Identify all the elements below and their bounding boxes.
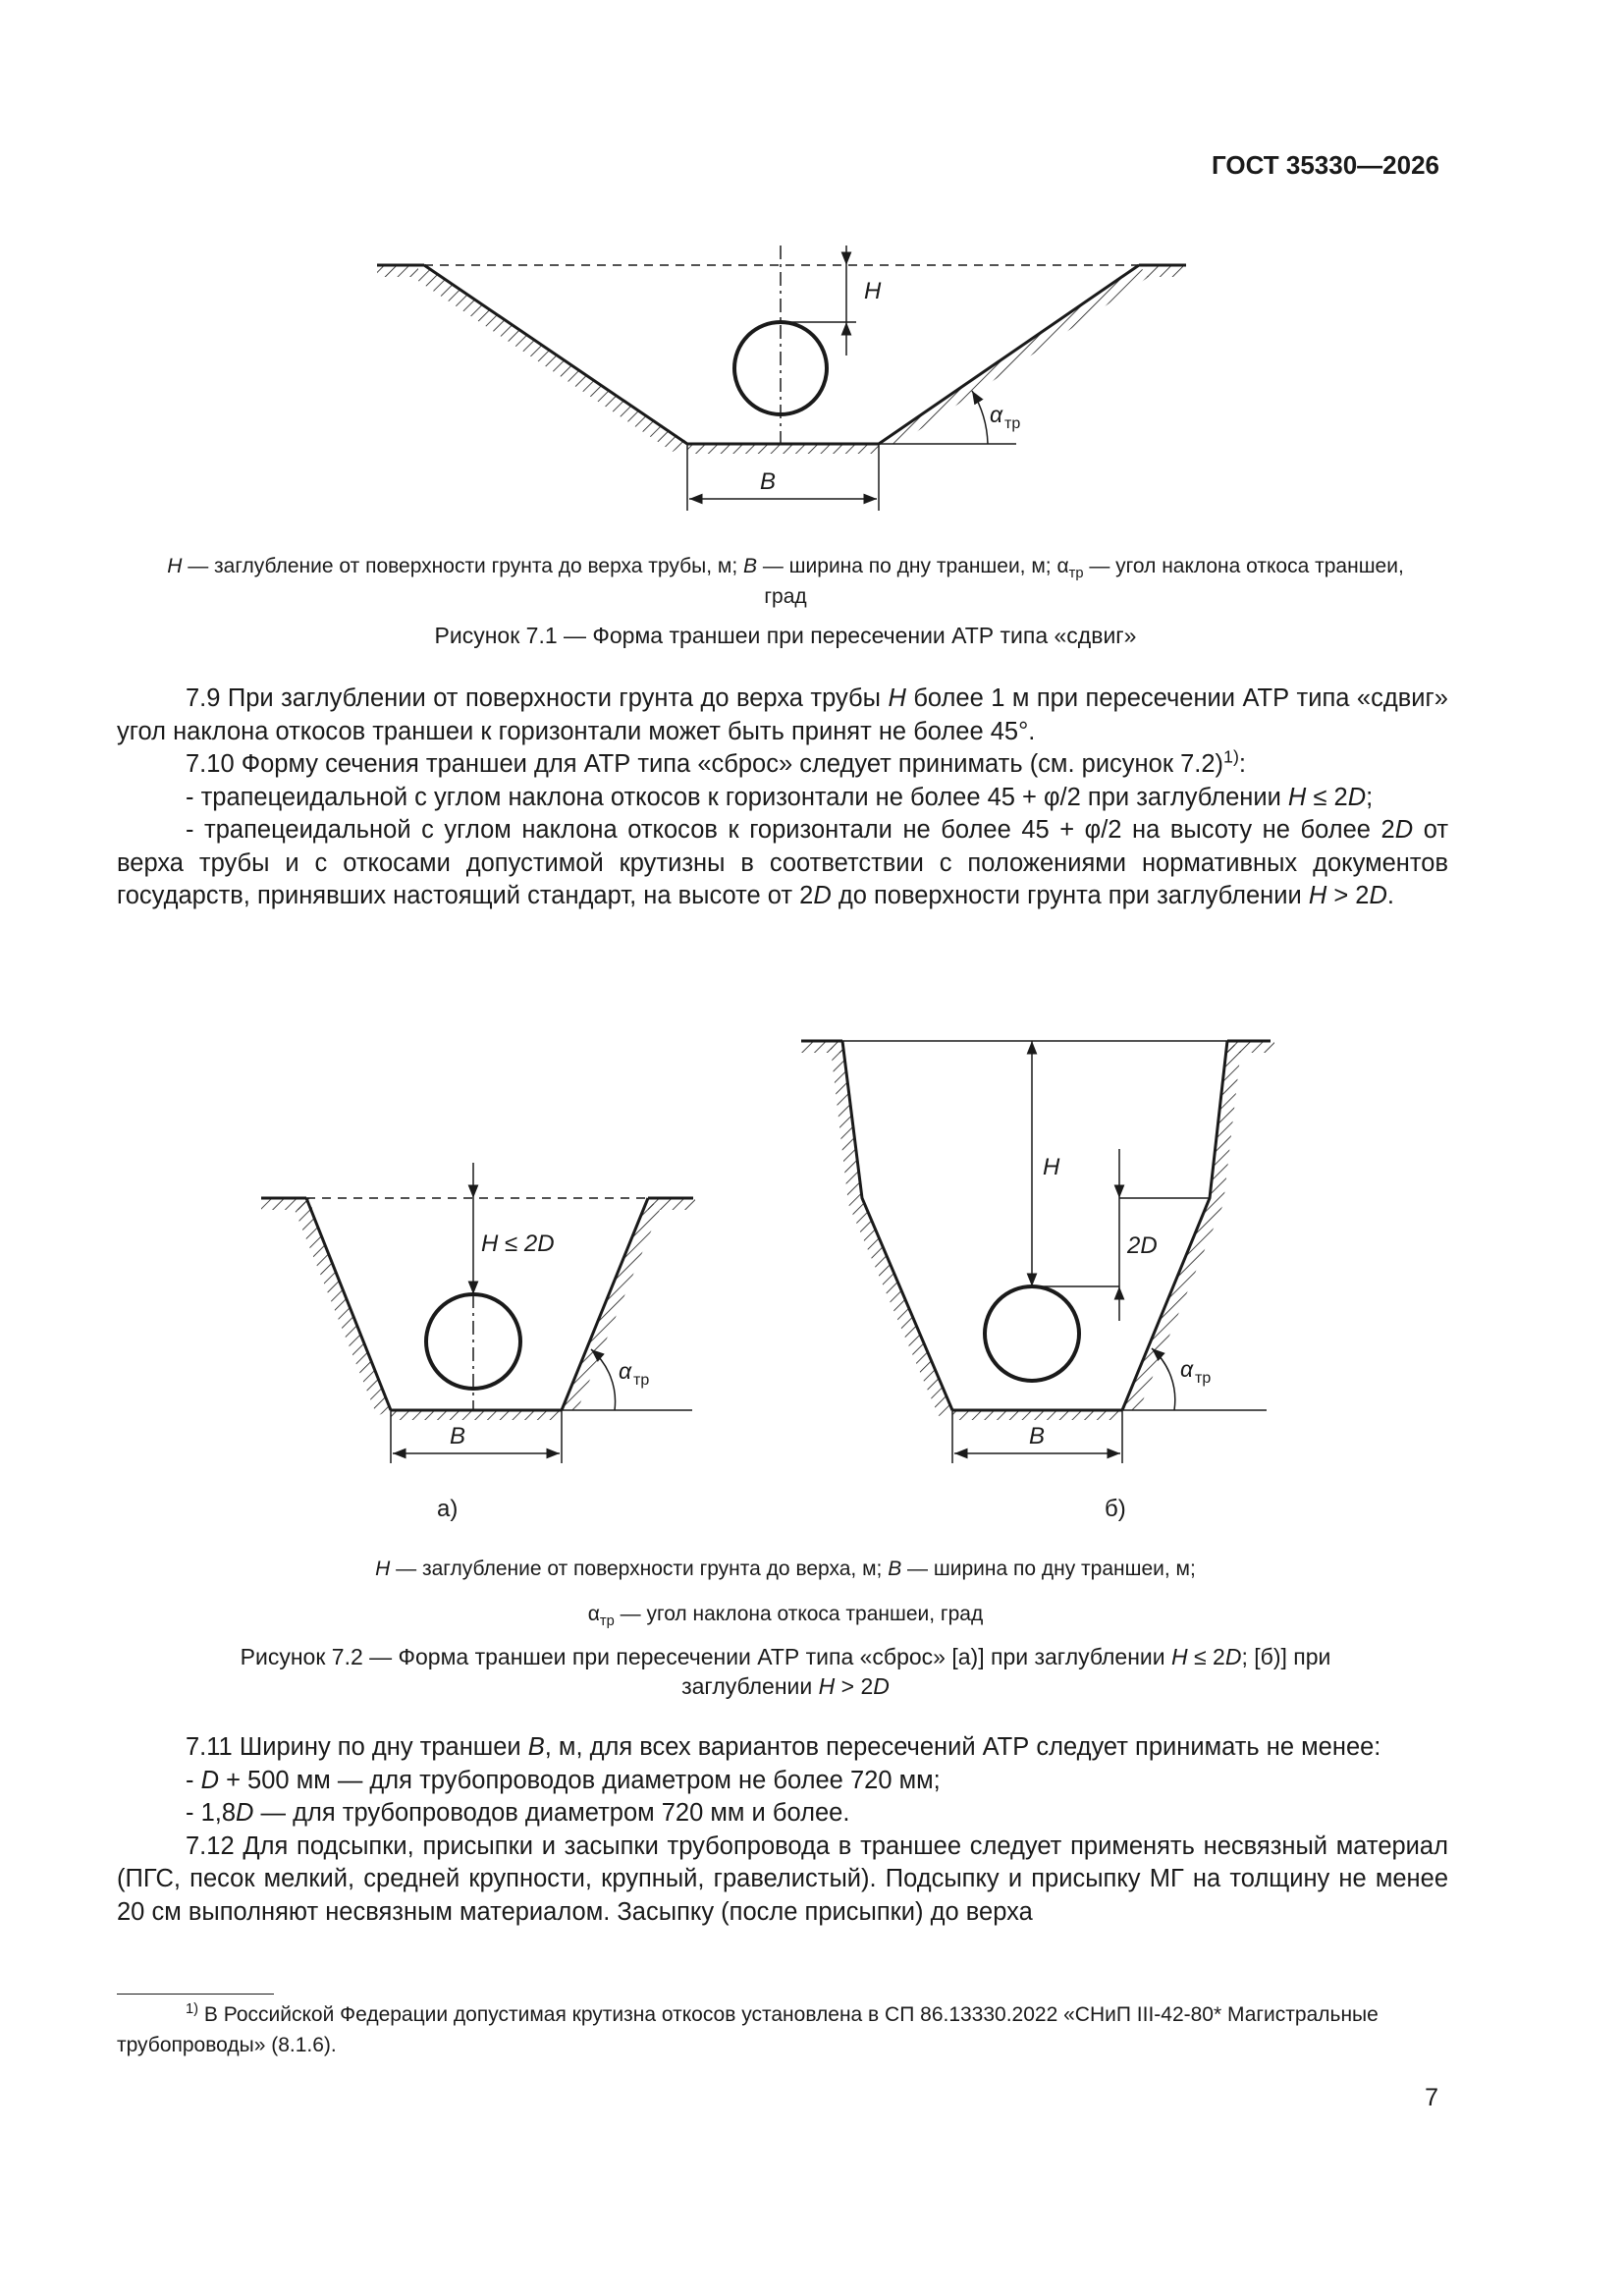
body-section-7-11-7-12 <box>117 1731 1448 1929</box>
ground-hatch-left <box>377 265 418 277</box>
figure-7-2-legend-line2: $\alpha_{тр}$ — угол наклона откоса траншеи, град <box>587 1603 984 1630</box>
svg-text:α: α <box>619 1358 632 1384</box>
list-item-min-width-2: - 1,8D — для трубопроводов диаметром 720 мм и более. <box>186 1799 850 1827</box>
sublabel-a: а) <box>437 1496 459 1522</box>
body-section-7-9-7-10 <box>117 683 1448 913</box>
figure-7-2a-diagram <box>255 1139 707 1483</box>
figure-7-1-caption: Рисунок 7.1 — Форма траншеи при пересечении АТР типа «сдвиг» <box>434 623 1137 648</box>
2D-label: 2D <box>1127 1232 1158 1259</box>
H-label-fig71: H <box>864 278 882 304</box>
footnote: $^{1)}$ В Российской Федерации допустимая крутизна откосов установлена в СП 86.13330.2022 «СНиП III-42-80* Магистральные трубопроводы» (8.1.6). <box>117 2001 1379 2056</box>
figure-7-1-diagram <box>363 236 1208 520</box>
figure-7-2b-diagram <box>795 1021 1286 1483</box>
svg-text:B: B <box>1029 1423 1046 1449</box>
H-label-b: H <box>1043 1154 1060 1180</box>
svg-text:B: B <box>450 1423 466 1449</box>
paragraph-7-10: 7.10 Форму сечения траншеи для АТР типа «сброс» следует принимать (см. рисунок 7.2)$^{1)}$: <box>186 746 1246 778</box>
paragraph-7-11: 7.11 Ширину по дну траншеи B, м, для всех вариантов пересечений АТР следует принимать не менее: <box>186 1733 1381 1761</box>
list-item-min-width-1: - D + 500 мм — для трубопроводов диаметром не более 720 мм; <box>186 1766 941 1794</box>
svg-text:α: α <box>1180 1356 1194 1382</box>
footnote-separator <box>117 1994 274 1995</box>
left-slope-hatch <box>412 265 687 452</box>
B-label-fig71: B <box>760 468 777 495</box>
document-code: ГОСТ 35330—2026 <box>1212 150 1439 180</box>
list-item-trapezoid-2: - трапецеидальной с углом наклона откосов к горизонтали не более 45 + φ/2 на высоту не более 2D от верха трубы и с откосами допустимой крутизны в соответствии с положениями нормативных документов государств, принявших настоящий стандарт, на высоте от 2D до поверхности грунта при заглублении H > 2D. <box>117 816 1448 909</box>
H-le-2D-label: H ≤ 2D <box>481 1230 555 1257</box>
pipe-circle-b <box>985 1286 1079 1381</box>
page-number: 7 <box>1425 2084 1438 2111</box>
svg-text:тр: тр <box>1195 1370 1212 1387</box>
alpha-label-fig71: α <box>990 402 1003 427</box>
sublabel-b: б) <box>1105 1496 1126 1522</box>
ground-hatch-right <box>1146 265 1183 277</box>
list-item-trapezoid-1: - трапецеидальной с углом наклона откосов к горизонтали не более 45 + φ/2 при заглублении H ≤ 2D; <box>186 783 1374 811</box>
figure-7-2-legend-line1: H — заглубление от поверхности грунта до верха, м; B — ширина по дну траншеи, м; <box>375 1558 1196 1580</box>
svg-text:тр: тр <box>633 1372 650 1389</box>
paragraph-7-9: 7.9 При заглублении от поверхности грунта до верха трубы H более 1 м при пересечении АТР типа «сдвиг» угол наклона откосов траншеи к горизонтали может быть принят не более 45°. <box>117 684 1448 745</box>
figure-7-1-legend: H — заглубление от поверхности грунта до верха трубы, м; B — ширина по дну траншеи, м; $\alpha_{тр}$ — угол наклона откоса траншеи, град <box>167 555 1404 608</box>
paragraph-7-12: 7.12 Для подсыпки, присыпки и засыпки трубопровода в траншее следует применять несвязный материал (ПГС, песок мелкий, средней крупности, крупный, гравелистый). Подсыпку и присыпку МГ на толщину не менее 20 см выполняют несвязным материалом. Засыпку (после присыпки) до верха <box>117 1831 1448 1926</box>
svg-text:тр: тр <box>1004 415 1021 432</box>
figure-7-2-caption: Рисунок 7.2 — Форма траншеи при пересечении АТР типа «сброс» [а)] при заглублении H ≤ 2D; [б)] при заглублении H > 2D <box>240 1644 1331 1699</box>
